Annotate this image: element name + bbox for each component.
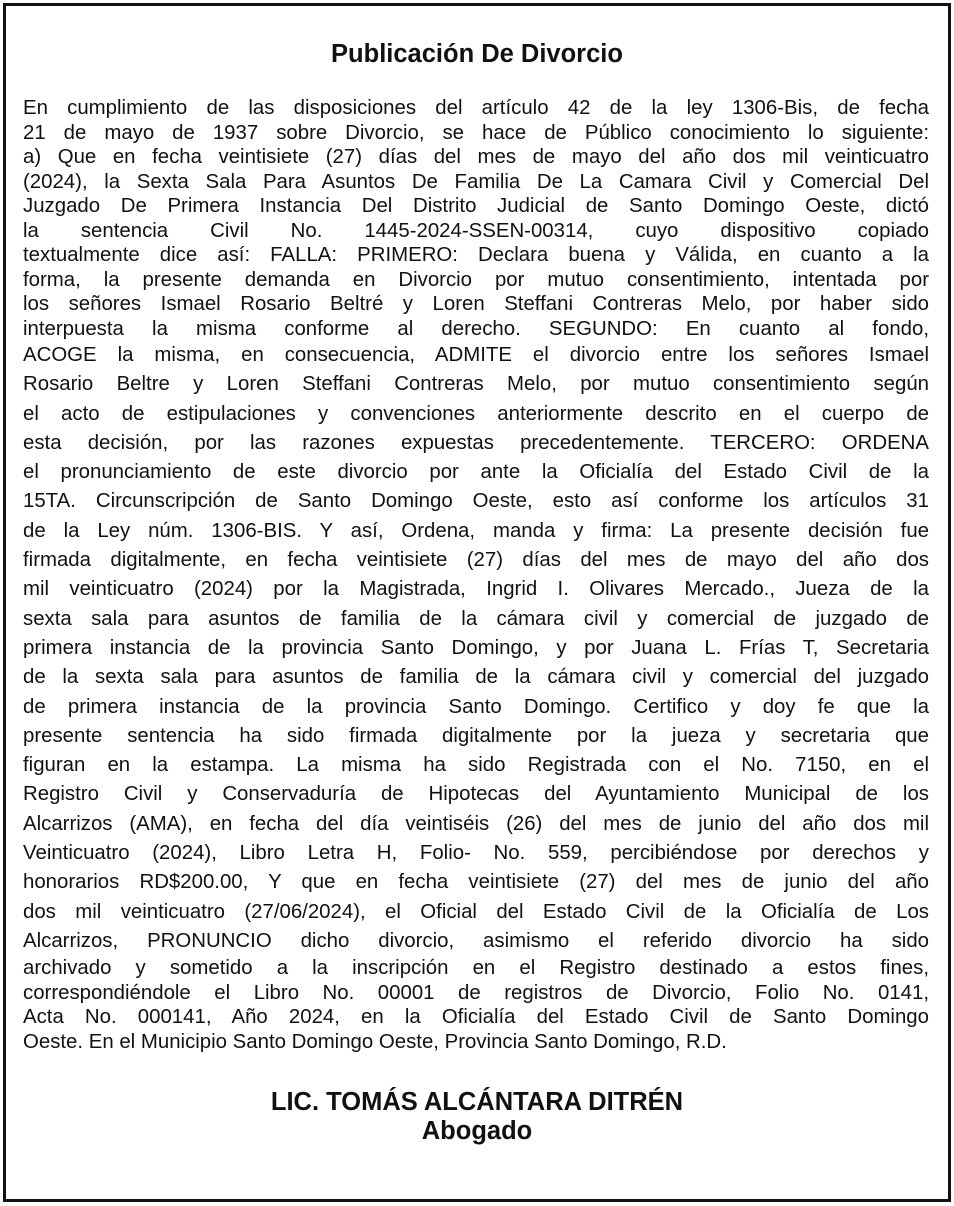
body-line: Veinticuatro (2024), Libro Letra H, Folio- No. 559, percibiéndose por derechos y [23, 842, 929, 865]
notice-title: Publicación De Divorcio [331, 40, 623, 68]
body-line: Acta No. 000141, Año 2024, en la Oficialía del Estado Civil de Santo Domingo [23, 1006, 929, 1029]
body-line: Oeste. En el Municipio Santo Domingo Oeste, Provincia Santo Domingo, R.D. [23, 1030, 727, 1053]
body-line: de la Ley núm. 1306-BIS. Y así, Ordena, manda y firma: La presente decisión fue [23, 519, 929, 542]
body-line: 15TA. Circunscripción de Santo Domingo Oeste, esto así conforme los artículos 31 [23, 490, 929, 513]
body-line: textualmente dice así: FALLA: PRIMERO: Declara buena y Válida, en cuanto a la [23, 244, 929, 266]
body-line: forma, la presente demanda en Divorcio por mutuo consentimiento, intentada por [23, 268, 929, 291]
signature-block [6, 1088, 948, 1146]
body-line: honorarios RD$200.00, Y que en fecha veintisiete (27) del mes de junio del año [23, 871, 929, 894]
body-line: ACOGE la misma, en consecuencia, ADMITE el divorcio entre los señores Ismael [23, 344, 929, 366]
body-line: En cumplimiento de las disposiciones del artículo 42 de la ley 1306-Bis, de fecha [23, 97, 929, 119]
body-line: interpuesta la misma conforme al derecho. SEGUNDO: En cuanto al fondo, [23, 317, 929, 340]
body-line: mil veinticuatro (2024) por la Magistrada, Ingrid I. Olivares Mercado., Jueza de la [23, 578, 929, 601]
body-line: a) Que en fecha veintisiete (27) días del mes de mayo del año dos mil veinticuatro [23, 146, 929, 168]
body-line: de la sexta sala para asuntos de familia de la cámara civil y comercial del juzgado [23, 666, 929, 689]
body-line: la sentencia Civil No. 1445-2024-SSEN-00314, cuyo dispositivo copiado [23, 219, 929, 242]
body-line: sexta sala para asuntos de familia de la cámara civil y comercial de juzgado de [23, 607, 929, 630]
notice-body [23, 96, 929, 1054]
body-line: Registro Civil y Conservaduría de Hipotecas del Ayuntamiento Municipal de los [23, 783, 929, 806]
body-line: figuran en la estampa. La misma ha sido Registrada con el No. 7150, en el [23, 754, 929, 777]
body-line: Juzgado De Primera Instancia Del Distrito Judicial de Santo Domingo Oeste, dictó [23, 195, 929, 217]
body-line: (2024), la Sexta Sala Para Asuntos De Familia De La Camara Civil y Comercial Del [23, 170, 929, 193]
notice-frame [3, 3, 951, 1202]
body-line: correspondiéndole el Libro No. 00001 de registros de Divorcio, Folio No. 0141, [23, 981, 929, 1004]
body-line: el pronunciamiento de este divorcio por ante la Oficialía del Estado Civil de la [23, 461, 929, 484]
body-line: archivado y sometido a la inscripción en el Registro destinado a estos fines, [23, 957, 929, 980]
signature-name: LIC. TOMÁS ALCÁNTARA DITRÉN [270, 1088, 684, 1116]
signature-role: Abogado [421, 1117, 533, 1145]
body-line: Alcarrizos, PRONUNCIO dicho divorcio, asimismo el referido divorcio ha sido [23, 929, 929, 952]
body-line: esta decisión, por las razones expuestas precedentemente. TERCERO: ORDENA [23, 431, 929, 454]
body-line: el acto de estipulaciones y convenciones anteriormente descrito en el cuerpo de [23, 402, 929, 425]
body-line: los señores Ismael Rosario Beltré y Loren Steffani Contreras Melo, por haber sido [23, 293, 929, 315]
body-line: Rosario Beltre y Loren Steffani Contreras Melo, por mutuo consentimiento según [23, 373, 929, 396]
body-line: primera instancia de la provincia Santo Domingo, y por Juana L. Frías T, Secretaria [23, 636, 929, 659]
body-line: 21 de mayo de 1937 sobre Divorcio, se hace de Público conocimiento lo siguiente: [23, 121, 929, 144]
body-line: dos mil veinticuatro (27/06/2024), el Oficial del Estado Civil de la Oficialía de Los [23, 900, 929, 923]
body-line: firmada digitalmente, en fecha veintisiete (27) días del mes de mayo del año dos [23, 549, 929, 572]
body-line: de primera instancia de la provincia Santo Domingo. Certifico y doy fe que la [23, 695, 929, 718]
body-line: Alcarrizos (AMA), en fecha del día veintiséis (26) del mes de junio del año dos mil [23, 812, 929, 835]
body-line: presente sentencia ha sido firmada digitalmente por la jueza y secretaria que [23, 724, 929, 747]
